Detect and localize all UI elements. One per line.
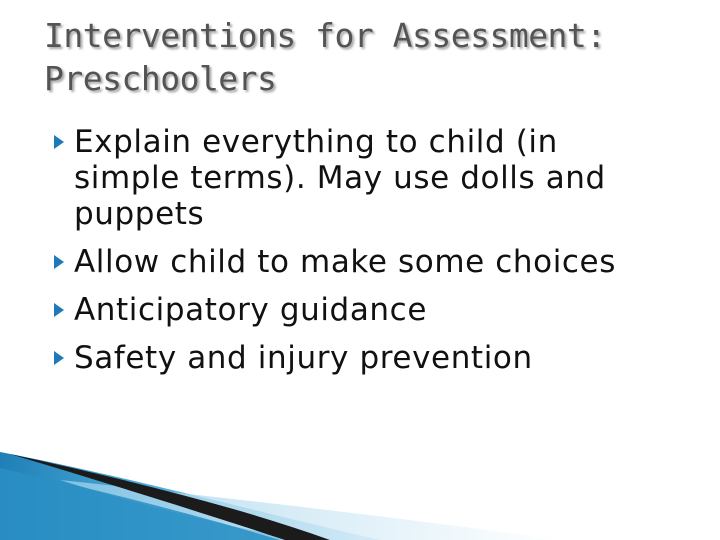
- bullet-text-line: Allow child to make some choices: [74, 244, 616, 280]
- bullet-text-line: Explain everything to child (in: [74, 124, 558, 160]
- slide-title: [44, 14, 684, 100]
- triangle-bullet-icon: [54, 255, 64, 269]
- slide-title-line: Interventions for Assessment:: [44, 16, 606, 55]
- triangle-bullet-icon: [54, 303, 64, 317]
- bullet-text-line: puppets: [74, 196, 205, 232]
- bullet-item: [54, 340, 694, 376]
- bullet-text-line: Anticipatory guidance: [74, 292, 427, 328]
- slide-title-line: Preschoolers: [44, 59, 277, 98]
- corner-swoosh-decoration: [0, 420, 720, 540]
- bullet-text-line: Safety and injury prevention: [74, 340, 533, 376]
- bullet-item: [54, 124, 694, 232]
- bullet-item: [54, 244, 694, 280]
- triangle-bullet-icon: [54, 351, 64, 365]
- triangle-bullet-icon: [54, 135, 64, 149]
- bullet-text-line: simple terms). May use dolls and: [74, 160, 606, 196]
- bullet-list: [54, 124, 694, 388]
- bullet-item: [54, 292, 694, 328]
